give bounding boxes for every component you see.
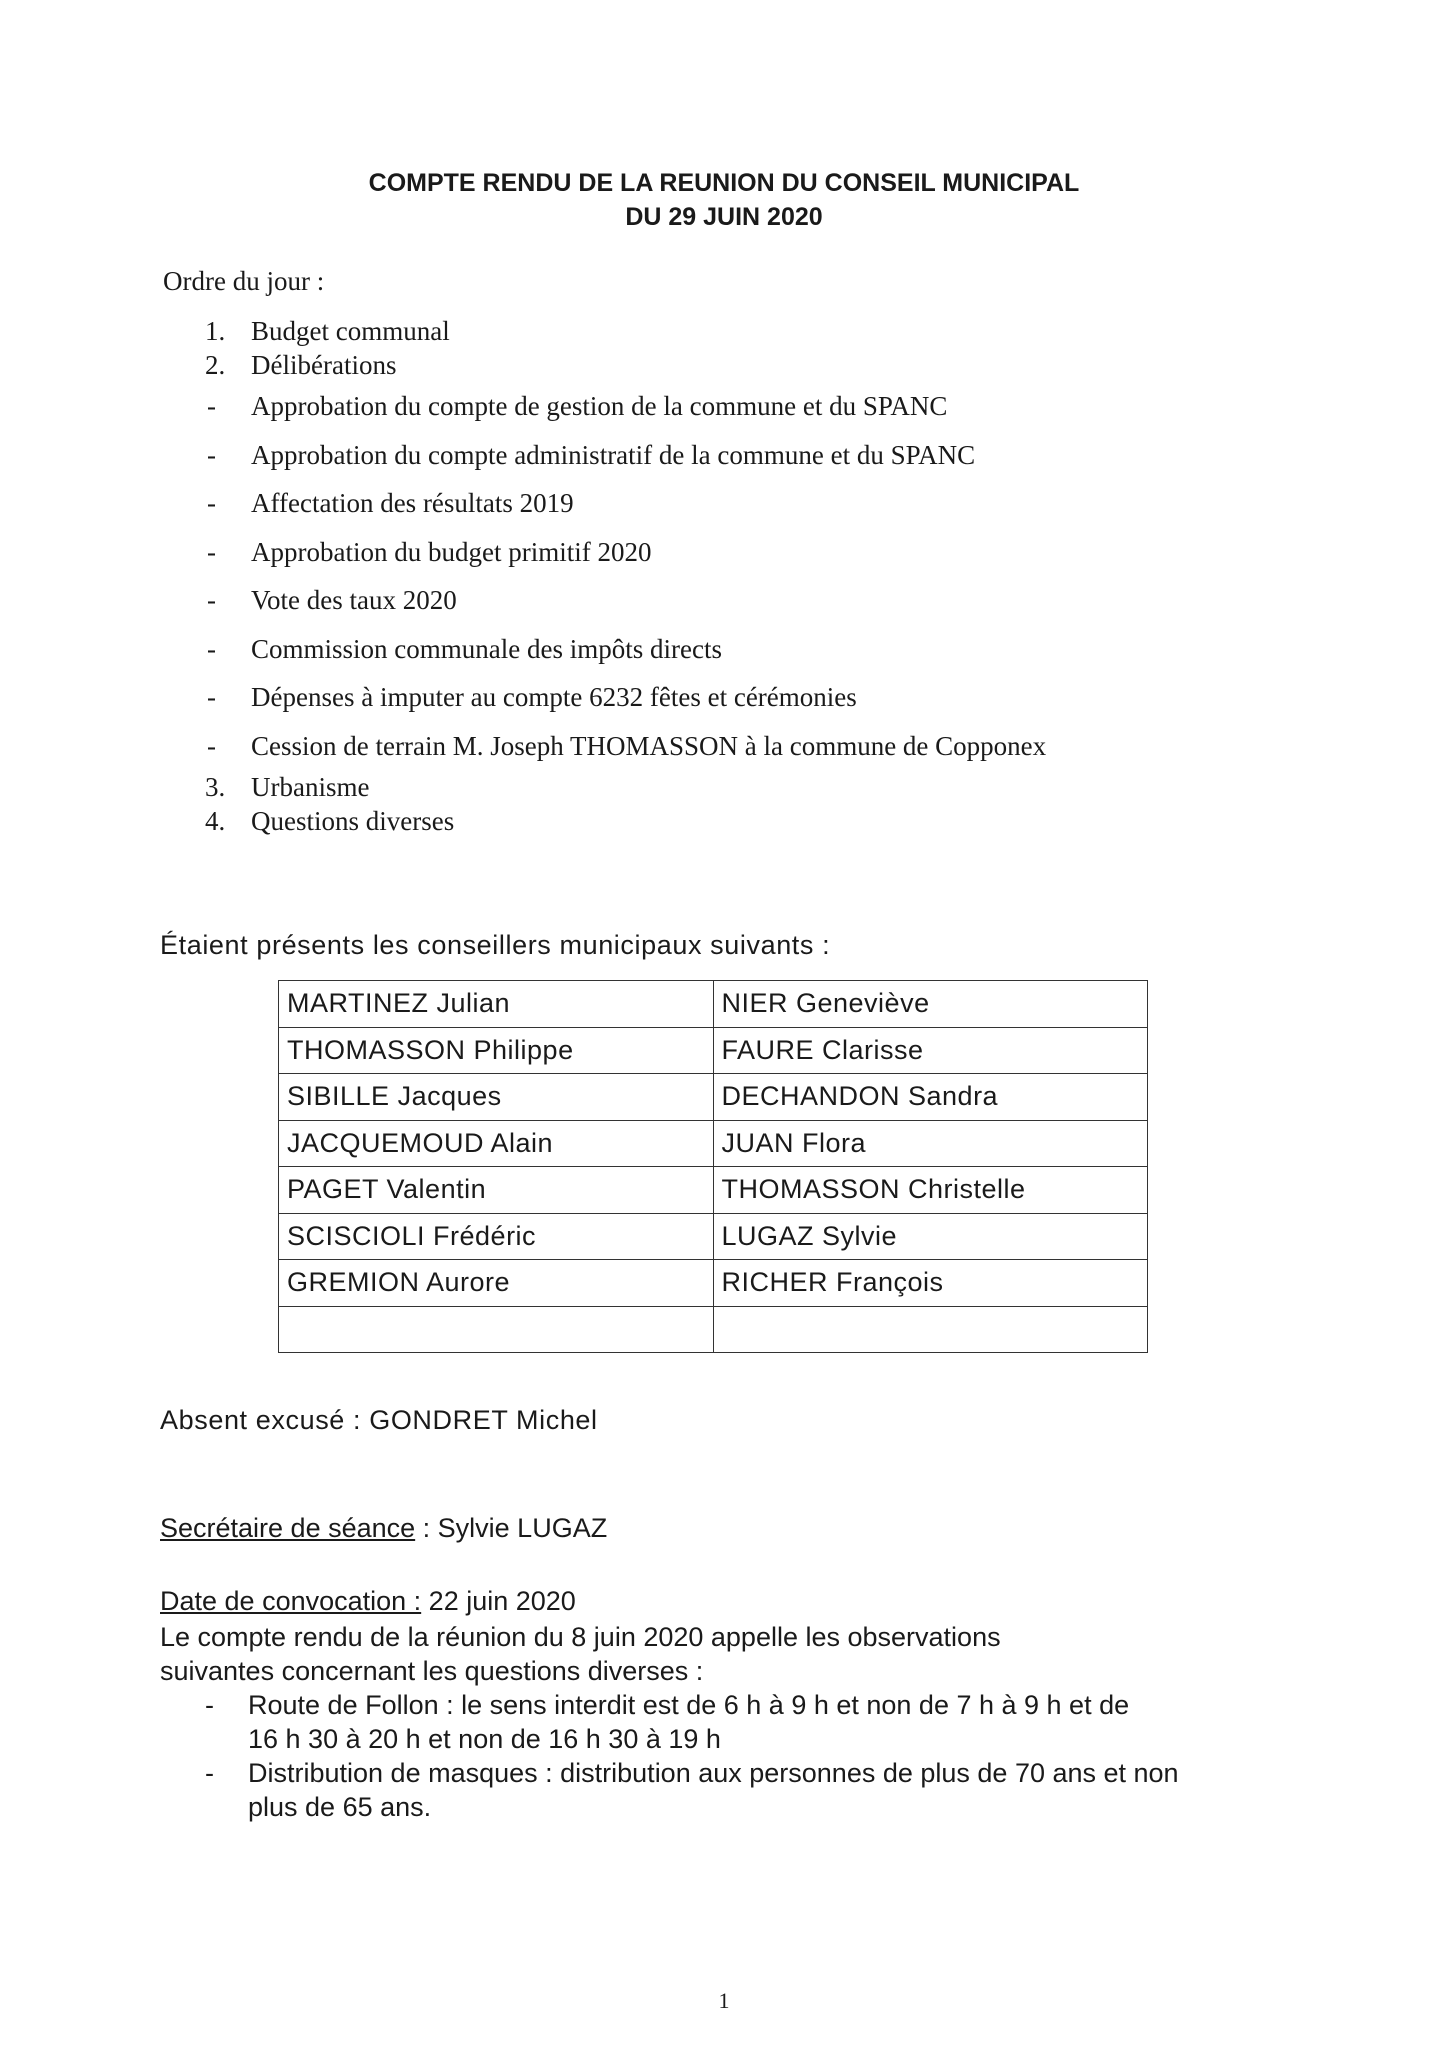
member-cell: JACQUEMOUD Alain: [279, 1120, 714, 1167]
observation-item: [200, 1756, 1300, 1824]
agenda-item-text: Approbation du compte administratif de la commune et du SPANC: [251, 439, 976, 470]
agenda-item-text: Affectation des résultats 2019: [251, 488, 574, 518]
observation-line-1: Distribution de masques : distribution aux personnes de plus de 70 ans et non: [248, 1758, 1179, 1788]
agenda-item-marker: -: [207, 439, 216, 470]
title-line-1: COMPTE RENDU DE LA REUNION DU CONSEIL MUNICIPAL: [368, 169, 1080, 197]
agenda-item-marker: 4.: [205, 806, 226, 836]
observation-line-2: 16 h 30 à 20 h et non de 16 h 30 à 19 h: [248, 1724, 721, 1754]
agenda-heading: Ordre du jour :: [163, 266, 325, 296]
convocation-value: 22 juin 2020: [421, 1586, 576, 1616]
agenda-item-marker: 1.: [205, 316, 226, 346]
members-row: [279, 1306, 1148, 1353]
member-cell: NIER Geneviève: [713, 981, 1148, 1028]
previous-minutes-line-2: suivantes concernant les questions diverses :: [160, 1656, 704, 1686]
agenda-item-marker: -: [207, 488, 216, 518]
agenda-item-marker: -: [207, 536, 216, 567]
previous-minutes-list: [200, 1688, 1300, 1824]
agenda-item: [205, 673, 1205, 722]
agenda-item-text: Approbation du compte de gestion de la commune et du SPANC: [251, 391, 948, 421]
secretary-line: [160, 1513, 607, 1544]
agenda-item-marker: 2.: [205, 350, 226, 380]
agenda-item: [205, 314, 1205, 348]
agenda-item-marker: -: [207, 585, 216, 615]
agenda-item-text: Budget communal: [251, 316, 450, 346]
agenda-item: [205, 479, 1205, 528]
member-cell: RICHER François: [713, 1260, 1148, 1307]
agenda-item-text: Vote des taux 2020: [251, 585, 457, 615]
agenda-item: [205, 431, 1205, 480]
previous-minutes-line-1: Le compte rendu de la réunion du 8 juin 2020 appelle les observations: [160, 1622, 1001, 1652]
agenda-item-marker: -: [207, 391, 216, 421]
agenda-item: [205, 770, 1205, 804]
agenda-item-marker: -: [207, 682, 216, 712]
agenda-item-text: Urbanisme: [251, 772, 370, 802]
agenda-item-text: Questions diverses: [251, 806, 455, 836]
agenda-item: [205, 348, 1205, 382]
agenda-item-text: Approbation du budget primitif 2020: [251, 536, 652, 567]
previous-minutes-intro: [160, 1620, 1001, 1688]
agenda-item-text: Délibérations: [251, 350, 397, 380]
member-cell: FAURE Clarisse: [713, 1027, 1148, 1074]
member-cell: MARTINEZ Julian: [279, 981, 714, 1028]
members-row: [279, 1260, 1148, 1307]
member-cell: SIBILLE Jacques: [279, 1074, 714, 1121]
agenda-item: [205, 382, 1205, 431]
secretary-label: Secrétaire de séance: [160, 1513, 416, 1543]
agenda-item-text: Cession de terrain M. Joseph THOMASSON à la commune de Copponex: [251, 730, 1047, 761]
member-cell: THOMASSON Philippe: [279, 1027, 714, 1074]
agenda-item-marker: -: [207, 633, 216, 664]
member-cell: THOMASSON Christelle: [713, 1167, 1148, 1214]
observation-dash: -: [205, 1690, 214, 1720]
present-heading: Étaient présents les conseillers municipaux suivants :: [160, 930, 831, 960]
member-cell: JUAN Flora: [713, 1120, 1148, 1167]
agenda-item: [205, 528, 1205, 577]
agenda-item-marker: -: [207, 730, 216, 761]
agenda-item-text: Dépenses à imputer au compte 6232 fêtes et cérémonies: [251, 682, 857, 712]
agenda-item: [205, 625, 1205, 674]
agenda-item: [205, 576, 1205, 625]
title-line-2: DU 29 JUIN 2020: [625, 203, 823, 231]
members-row: [279, 1074, 1148, 1121]
page-number: 1: [718, 1988, 730, 2013]
agenda-item: [205, 804, 1205, 838]
members-row: [279, 1120, 1148, 1167]
member-cell: [713, 1306, 1148, 1353]
agenda-item-text: Commission communale des impôts directs: [251, 633, 722, 664]
agenda-list: [205, 314, 1205, 838]
observation-dash: -: [205, 1758, 214, 1788]
observation-item: [200, 1688, 1300, 1756]
agenda-item-marker: 3.: [205, 772, 226, 802]
convocation-label: Date de convocation :: [160, 1586, 422, 1616]
members-row: [279, 1213, 1148, 1260]
agenda-item: [205, 722, 1205, 771]
members-row: [279, 1167, 1148, 1214]
member-cell: SCISCIOLI Frédéric: [279, 1213, 714, 1260]
member-cell: PAGET Valentin: [279, 1167, 714, 1214]
absent-line: Absent excusé : GONDRET Michel: [160, 1405, 598, 1435]
member-cell: DECHANDON Sandra: [713, 1074, 1148, 1121]
member-cell: GREMION Aurore: [279, 1260, 714, 1307]
document-title: [0, 166, 1448, 234]
secretary-value: : Sylvie LUGAZ: [415, 1513, 608, 1543]
member-cell: [279, 1306, 714, 1353]
members-table: [278, 980, 1148, 1353]
members-row: [279, 1027, 1148, 1074]
member-cell: LUGAZ Sylvie: [713, 1213, 1148, 1260]
observation-line-2: plus de 65 ans.: [248, 1792, 432, 1822]
observation-line-1: Route de Follon : le sens interdit est de 6 h à 9 h et non de 7 h à 9 h et de: [248, 1690, 1130, 1720]
members-row: [279, 981, 1148, 1028]
convocation-line: [160, 1586, 576, 1617]
